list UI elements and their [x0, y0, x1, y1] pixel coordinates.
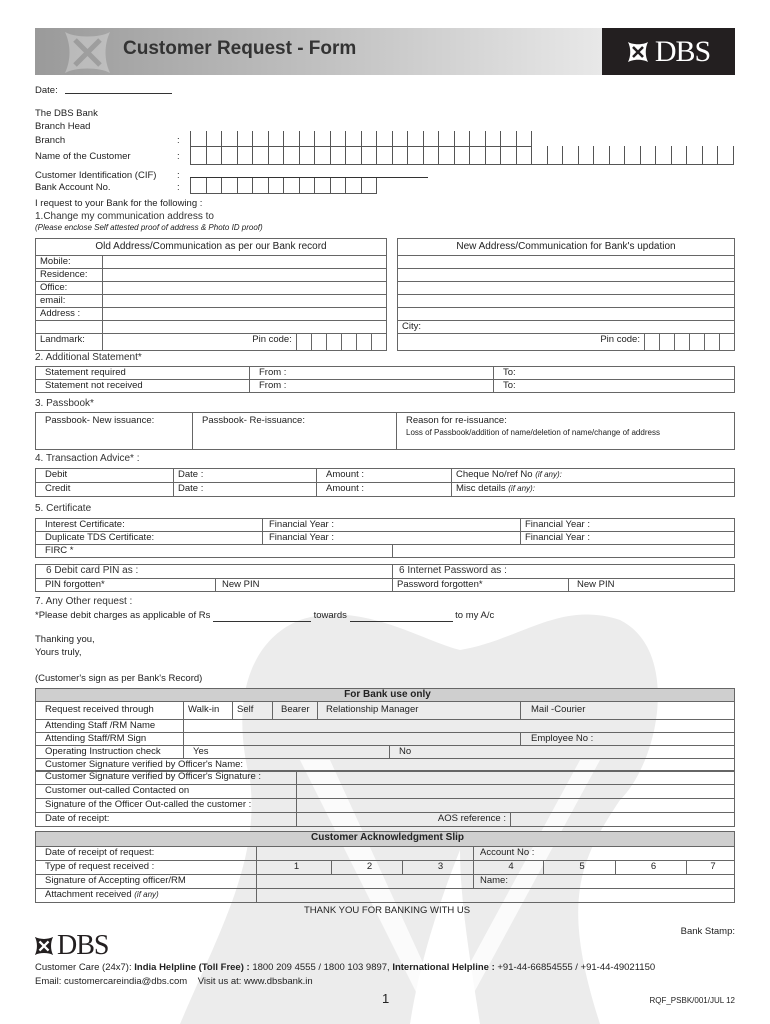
dbs-logo: [602, 28, 735, 75]
aos-reference-label: AOS reference :: [297, 813, 511, 827]
char-box[interactable]: [238, 131, 254, 146]
internet-password-title: 6 Internet Password as :: [393, 565, 735, 579]
colon: :: [177, 170, 180, 181]
addressee-line: Branch Head: [35, 121, 91, 132]
section-3-title: 3. Passbook*: [35, 398, 94, 409]
password-forgotten-option[interactable]: Password forgotten*: [393, 579, 569, 592]
if-any-note: (if any): [134, 890, 159, 899]
char-box[interactable]: [284, 146, 300, 164]
char-box[interactable]: [238, 178, 254, 193]
charges-text: *Please debit charges as applicable of Rs: [35, 610, 211, 621]
intl-helpline-numbers: +91-44-66854555 / +91-44-49021150: [497, 962, 656, 973]
char-box[interactable]: [625, 146, 641, 164]
india-helpline-numbers: 1800 209 4555 / 1800 103 9897,: [252, 962, 390, 973]
char-box[interactable]: [346, 131, 362, 146]
account-no-field[interactable]: Account No :: [474, 847, 735, 861]
char-box[interactable]: [300, 131, 316, 146]
cif-label: Customer Identification (CIF): [35, 170, 157, 181]
branch-label: Branch: [35, 135, 66, 146]
new-residence-field[interactable]: [398, 269, 735, 282]
officer-sign-label: Signature of the Officer Out-called the customer :: [36, 799, 297, 813]
accepting-officer-sign-label: Signature of Accepting officer/RM: [36, 875, 257, 889]
care-prefix: Customer Care (24x7):: [35, 962, 132, 973]
char-box[interactable]: [455, 131, 471, 146]
from-field[interactable]: From :: [250, 367, 494, 380]
char-box[interactable]: [222, 146, 238, 164]
verified-sign-field[interactable]: [297, 771, 735, 785]
outcalled-field[interactable]: [297, 785, 735, 799]
firc-field[interactable]: FIRC *: [36, 545, 393, 558]
to-field[interactable]: To:: [494, 380, 735, 393]
char-box[interactable]: [672, 146, 688, 164]
char-box[interactable]: [439, 131, 455, 146]
passbook-table: [35, 412, 735, 450]
old-mobile-field[interactable]: [103, 256, 387, 269]
officer-sign-field[interactable]: [297, 799, 735, 813]
reason-note: Loss of Passbook/addition of name/deletion of name/change of address: [406, 428, 660, 437]
amount-field[interactable]: Amount :: [317, 469, 452, 483]
employee-no-field[interactable]: Employee No :: [521, 733, 735, 746]
old-address-header: Old Address/Communication as per our Bank record: [36, 239, 387, 256]
landmark-label: Landmark:: [36, 334, 103, 351]
char-box[interactable]: [331, 146, 347, 164]
debit-label: Debit: [36, 469, 174, 483]
pin-password-table: [35, 564, 735, 592]
charges-amount-field[interactable]: [213, 610, 311, 622]
addressee-line: The DBS Bank: [35, 108, 98, 119]
date-field[interactable]: Date :: [174, 469, 317, 483]
dbs-symbol-icon: [60, 30, 115, 75]
amount-field[interactable]: Amount :: [317, 483, 452, 497]
aos-reference-field[interactable]: [511, 813, 735, 827]
financial-year-field[interactable]: Financial Year :: [263, 519, 521, 532]
request-type-3[interactable]: 3: [403, 861, 474, 875]
char-box[interactable]: [393, 146, 409, 164]
bank-use-table: [35, 688, 735, 772]
staff-name-label: Attending Staff /RM Name: [36, 720, 184, 733]
acknowledgment-header: Customer Acknowledgment Slip: [36, 832, 735, 847]
pin-box[interactable]: [326, 334, 341, 351]
financial-year-field[interactable]: Financial Year :: [521, 532, 735, 545]
char-box[interactable]: [517, 146, 533, 164]
char-box[interactable]: [207, 178, 223, 193]
char-box[interactable]: [703, 146, 719, 164]
char-box[interactable]: [269, 131, 285, 146]
char-box[interactable]: [253, 131, 269, 146]
char-box[interactable]: [362, 178, 378, 193]
char-box[interactable]: [594, 146, 610, 164]
request-type-6[interactable]: 6: [616, 861, 687, 875]
reissue-reason-field[interactable]: [397, 413, 735, 450]
bank-stamp-label: Bank Stamp:: [680, 926, 735, 937]
request-type-label: Type of request received :: [36, 861, 257, 875]
char-box[interactable]: [579, 146, 595, 164]
towards-field[interactable]: [350, 610, 453, 622]
char-box[interactable]: [300, 146, 316, 164]
logo-text: DBS: [57, 930, 109, 961]
old-residence-field[interactable]: [103, 269, 387, 282]
staff-sign-field[interactable]: [184, 733, 521, 746]
char-box[interactable]: [377, 146, 393, 164]
verified-name-field[interactable]: Customer Signature verified by Officer's Name:: [36, 759, 735, 772]
misc-label: Misc details: [456, 483, 506, 494]
char-box[interactable]: [424, 146, 440, 164]
customer-sign-label: (Customer's sign as per Bank's Record): [35, 673, 203, 684]
section-7-title: 7. Any Other request :: [35, 596, 133, 607]
date-field[interactable]: Date :: [174, 483, 317, 497]
bearer-option[interactable]: Bearer: [273, 702, 318, 720]
section-4-title: 4. Transaction Advice* :: [35, 453, 140, 464]
char-box[interactable]: [191, 178, 207, 193]
financial-year-field[interactable]: Financial Year :: [263, 532, 521, 545]
request-received-label: Request received through: [36, 702, 184, 720]
misc-field[interactable]: [452, 483, 735, 497]
old-email-field[interactable]: [103, 295, 387, 308]
contact-line: [35, 976, 313, 987]
passbook-reissue-field[interactable]: Passbook- Re-issuance:: [193, 413, 397, 450]
char-box[interactable]: [315, 178, 331, 193]
colon: :: [177, 135, 180, 146]
old-address-table: [35, 238, 387, 351]
outcalled-label: Customer out-called Contacted on: [36, 785, 297, 799]
walk-in-option[interactable]: Walk-in: [184, 702, 233, 720]
char-box[interactable]: [641, 146, 657, 164]
field-label: Office:: [36, 282, 103, 295]
section-1-title: 1.Change my communication address to: [35, 211, 214, 222]
closing-thanks: Thanking you,: [35, 634, 95, 645]
colon: :: [177, 182, 180, 193]
credit-label: Credit: [36, 483, 174, 497]
char-box[interactable]: [377, 131, 393, 146]
request-type-4[interactable]: 4: [474, 861, 544, 875]
debit-pin-title: 6 Debit card PIN as :: [36, 565, 393, 579]
account-label: Bank Account No.: [35, 182, 111, 193]
date-receipt-field[interactable]: Date of receipt:: [36, 813, 297, 827]
staff-name-field[interactable]: [184, 720, 735, 733]
char-box[interactable]: [501, 131, 517, 146]
pin-box[interactable]: [356, 334, 371, 351]
page-title: Customer Request - Form: [123, 38, 357, 59]
pin-box[interactable]: [704, 334, 719, 351]
debit-charges-text: [35, 610, 494, 622]
form-code: RQF_PSBK/001/JUL 12: [649, 996, 735, 1005]
char-box[interactable]: [486, 131, 502, 146]
char-box[interactable]: [718, 146, 734, 164]
pin-box[interactable]: [674, 334, 689, 351]
char-box[interactable]: [253, 178, 269, 193]
char-box[interactable]: [300, 178, 316, 193]
date-of-receipt-label: Date of receipt of request:: [36, 847, 257, 861]
new-address-table: [397, 238, 735, 351]
transaction-advice-table: [35, 468, 735, 497]
char-box[interactable]: [424, 131, 440, 146]
from-field[interactable]: From :: [250, 380, 494, 393]
logo-text: DBS: [654, 34, 711, 68]
op-check-label: Operating Instruction check: [36, 746, 184, 759]
pin-box[interactable]: [311, 334, 326, 351]
section-2-title: 2. Additional Statement*: [35, 352, 142, 363]
char-box[interactable]: [393, 131, 409, 146]
date-label: Date:: [35, 85, 58, 96]
intl-helpline-label: International Helpline :: [392, 962, 495, 973]
accepting-officer-sign-field[interactable]: [257, 875, 474, 889]
new-mobile-field[interactable]: [398, 256, 735, 269]
old-address-field-2[interactable]: [103, 321, 387, 334]
char-box[interactable]: [253, 146, 269, 164]
char-box[interactable]: [284, 178, 300, 193]
if-any-note: (if any):: [535, 470, 562, 479]
char-box[interactable]: [439, 146, 455, 164]
city-field[interactable]: City:: [398, 321, 735, 334]
char-box[interactable]: [191, 146, 207, 164]
self-option[interactable]: Self: [233, 702, 273, 720]
pin-code-label: Pin code:: [103, 334, 297, 351]
tds-certificate-label: Duplicate TDS Certificate:: [36, 532, 263, 545]
char-box[interactable]: [269, 146, 285, 164]
thank-you-text: THANK YOU FOR BANKING WITH US: [304, 905, 471, 916]
char-box[interactable]: [408, 131, 424, 146]
relationship-manager-option[interactable]: Relationship Manager: [318, 702, 521, 720]
certificate-table: [35, 518, 735, 558]
char-box[interactable]: [548, 146, 564, 164]
char-box[interactable]: [470, 146, 486, 164]
char-box[interactable]: [486, 146, 502, 164]
pin-forgotten-option[interactable]: PIN forgotten*: [36, 579, 216, 592]
passbook-new-field[interactable]: Passbook- New issuance:: [36, 413, 193, 450]
request-type-2[interactable]: 2: [332, 861, 403, 875]
new-pin-option[interactable]: New PIN: [216, 579, 393, 592]
char-box[interactable]: [610, 146, 626, 164]
old-office-field[interactable]: [103, 282, 387, 295]
char-box[interactable]: [222, 131, 238, 146]
date-field[interactable]: [65, 84, 172, 94]
char-box[interactable]: [362, 131, 378, 146]
cif-field[interactable]: [190, 168, 428, 178]
to-field[interactable]: To:: [494, 367, 735, 380]
char-box[interactable]: [455, 146, 471, 164]
char-box[interactable]: [222, 178, 238, 193]
firc-value[interactable]: [393, 545, 735, 558]
bank-use-header: For Bank use only: [36, 689, 735, 702]
website-link[interactable]: Visit us at: www.dbsbank.in: [197, 976, 313, 987]
towards-text: towards: [313, 610, 347, 621]
yes-option[interactable]: Yes: [184, 746, 390, 759]
financial-year-field[interactable]: Financial Year :: [521, 519, 735, 532]
char-box[interactable]: [517, 131, 533, 146]
old-address-field[interactable]: [103, 308, 387, 321]
dbs-symbol-icon: [627, 41, 649, 63]
char-box[interactable]: [331, 178, 347, 193]
field-label: Residence:: [36, 269, 103, 282]
request-intro: I request to your Bank for the following :: [35, 198, 203, 209]
char-box[interactable]: [284, 131, 300, 146]
char-box[interactable]: [207, 146, 223, 164]
section-5-title: 5. Certificate: [35, 503, 92, 514]
char-box[interactable]: [408, 146, 424, 164]
char-box[interactable]: [269, 178, 285, 193]
footer-dbs-logo: [34, 930, 108, 962]
field-label: Mobile:: [36, 256, 103, 269]
new-office-field[interactable]: [398, 282, 735, 295]
section-1-note: (Please enclose Self attested proof of address & Photo ID proof): [35, 223, 263, 232]
char-box[interactable]: [470, 131, 486, 146]
customer-name-input-boxes[interactable]: [190, 146, 734, 165]
char-box[interactable]: [191, 131, 207, 146]
new-address-field[interactable]: [398, 308, 735, 321]
interest-certificate-label: Interest Certificate:: [36, 519, 263, 532]
char-box[interactable]: [501, 146, 517, 164]
closing-yours: Yours truly,: [35, 647, 82, 658]
customer-care-line: [35, 962, 655, 973]
cheque-label: Cheque No/ref No: [456, 469, 533, 480]
email-link[interactable]: Email: customercareindia@dbs.com: [35, 976, 188, 987]
pin-box[interactable]: [341, 334, 356, 351]
statement-required-label: Statement required: [36, 367, 250, 380]
verified-sign-label: Customer Signature verified by Officer's Signature :: [36, 771, 297, 785]
pin-box[interactable]: [371, 334, 386, 351]
char-box[interactable]: [315, 146, 331, 164]
field-label: Address :: [36, 308, 103, 321]
branch-input-boxes[interactable]: [190, 131, 532, 147]
pin-box[interactable]: [296, 334, 311, 351]
if-any-note: (if any):: [508, 484, 535, 493]
char-box[interactable]: [656, 146, 672, 164]
page-number: 1: [382, 991, 390, 1006]
no-option[interactable]: No: [390, 746, 735, 759]
char-box[interactable]: [315, 131, 331, 146]
char-box[interactable]: [563, 146, 579, 164]
officer-name-field[interactable]: Name:: [474, 875, 735, 889]
char-box[interactable]: [362, 146, 378, 164]
customer-name-label: Name of the Customer: [35, 151, 131, 162]
dbs-symbol-icon: [34, 936, 54, 956]
pin-box[interactable]: [644, 334, 659, 351]
attachment-field[interactable]: [257, 889, 735, 903]
account-input-boxes[interactable]: [190, 178, 377, 194]
bank-use-table-2: [35, 770, 735, 827]
to-account-text: to my A/c: [455, 610, 495, 621]
new-address-header: New Address/Communication for Bank's updation: [398, 239, 735, 256]
char-box[interactable]: [346, 178, 362, 193]
char-box[interactable]: [331, 131, 347, 146]
colon: :: [177, 151, 180, 162]
staff-sign-label: Attending Staff/RM Sign: [36, 733, 184, 746]
char-box[interactable]: [346, 146, 362, 164]
india-helpline-label: India Helpline (Toll Free) :: [134, 962, 250, 973]
statement-not-received-label: Statement not received: [36, 380, 250, 393]
field-label: email:: [36, 295, 103, 308]
statement-table: [35, 366, 735, 393]
request-type-7[interactable]: 7: [687, 861, 735, 875]
acknowledgment-table: [35, 831, 735, 903]
cheque-field[interactable]: [452, 469, 735, 483]
new-pin-option[interactable]: New PIN: [569, 579, 735, 592]
char-box[interactable]: [532, 146, 548, 164]
pin-box[interactable]: [689, 334, 704, 351]
char-box[interactable]: [238, 146, 254, 164]
mail-courier-option[interactable]: Mail -Courier: [521, 702, 735, 720]
char-box[interactable]: [207, 131, 223, 146]
pin-code-label: Pin code:: [398, 334, 645, 351]
date-of-receipt-field[interactable]: [257, 847, 474, 861]
reason-label: Reason for re-issuance:: [406, 415, 507, 426]
pin-box[interactable]: [659, 334, 674, 351]
attachment-label: Attachment received: [45, 889, 132, 900]
pin-box[interactable]: [719, 334, 734, 351]
request-type-1[interactable]: 1: [257, 861, 332, 875]
char-box[interactable]: [687, 146, 703, 164]
new-email-field[interactable]: [398, 295, 735, 308]
request-type-5[interactable]: 5: [544, 861, 616, 875]
